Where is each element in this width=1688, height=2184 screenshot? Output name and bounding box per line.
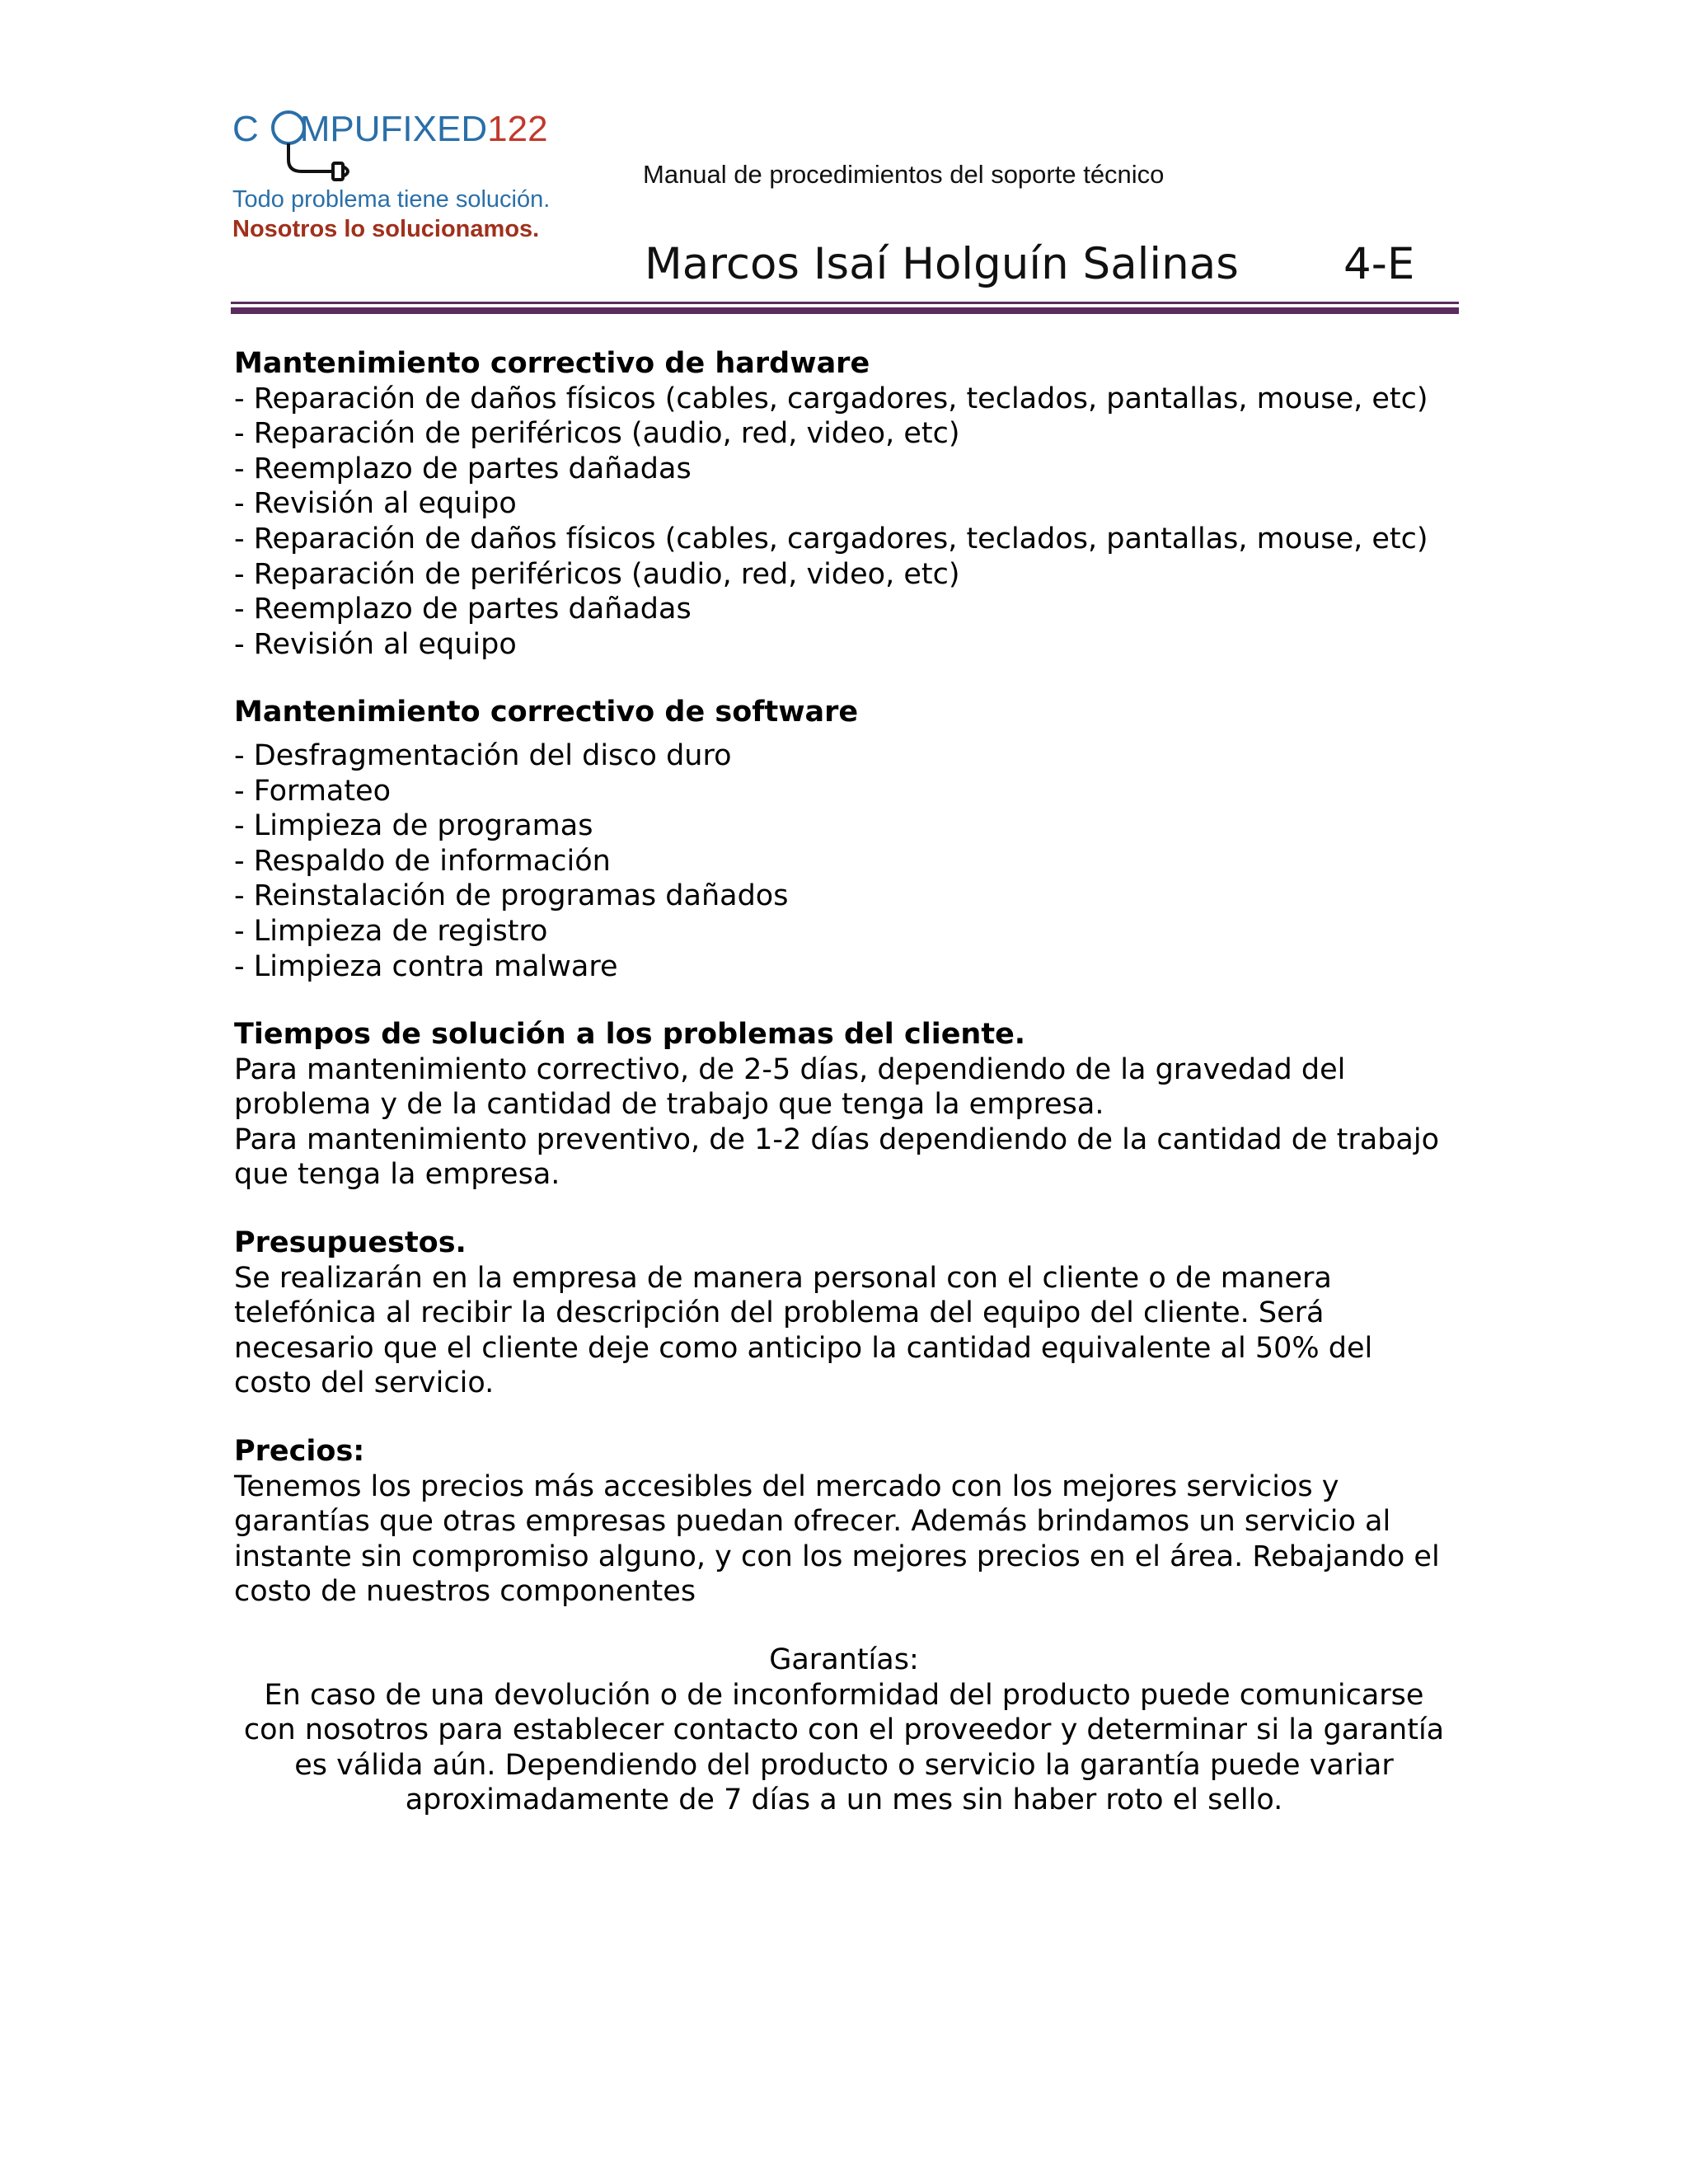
presupuestos-section xyxy=(234,1226,1454,1401)
list-item: - Reemplazo de partes dañadas xyxy=(234,452,692,485)
list-item: - Respaldo de información xyxy=(234,844,611,878)
list-item: - Reparación de periféricos (audio, red, video, etc) xyxy=(234,417,960,451)
list-item: - Reparación de periféricos (audio, red, video, etc) xyxy=(234,557,960,591)
slogan-line-2: Nosotros lo solucionamos. xyxy=(232,216,540,242)
list-item: - Formateo xyxy=(234,774,392,808)
list-item: - Limpieza de registro xyxy=(234,914,548,948)
hardware-title: Mantenimiento correctivo de hardware xyxy=(234,347,870,380)
software-title: Mantenimiento correctivo de software xyxy=(234,696,859,729)
list-item: - Reemplazo de partes dañadas xyxy=(234,593,692,626)
hardware-section xyxy=(234,346,1454,662)
tiempos-paragraph-1: Para mantenimiento correctivo, de 2-5 días, dependiendo de la gravedad del problema y de la cantidad de trabajo que tenga la empresa. xyxy=(234,1052,1346,1122)
logo-brand-prefix: C xyxy=(232,109,259,149)
header-divider xyxy=(231,302,1459,314)
garantias-title: Garantías: xyxy=(769,1643,919,1676)
slogan-line-1: Todo problema tiene solución. xyxy=(232,186,551,213)
precios-section xyxy=(234,1434,1454,1610)
logo-brand-number: 122 xyxy=(487,109,548,149)
list-item: - Reparación de daños físicos (cables, cargadores, teclados, pantallas, mouse, etc) xyxy=(234,382,1428,415)
group-label: 4-E xyxy=(1343,239,1415,289)
precios-paragraph: Tenemos los precios más accesibles del mercado con los mejores servicios y garantías que otras empresas puedan ofrecer. Además brindamos un servicio al instante sin compromiso alguno, y con los mejores precios en el área. Rebajando el costo de nuestros componentes xyxy=(234,1469,1440,1609)
presupuestos-title: Presupuestos. xyxy=(234,1226,467,1260)
logo-brand-text xyxy=(232,109,548,150)
list-item: - Reparación de daños físicos (cables, cargadores, teclados, pantallas, mouse, etc) xyxy=(234,522,1428,555)
garantias-section xyxy=(234,1643,1454,1818)
garantias-paragraph: En caso de una devolución o de inconformidad del producto puede comunicarse con nosotros para establecer contacto con el proveedor y determinar si la garantía es válida aún. Dependiendo del producto o servicio la garantía puede variar aproximadamente de 7 días a un mes sin haber roto el sello. xyxy=(243,1678,1445,1817)
list-item: - Reinstalación de programas dañados xyxy=(234,879,789,913)
list-item: - Revisión al equipo xyxy=(234,487,517,521)
manual-title: Manual de procedimientos del soporte técnico xyxy=(643,160,1165,189)
list-item: - Revisión al equipo xyxy=(234,627,517,661)
document-body xyxy=(234,346,1454,1818)
tiempos-section xyxy=(234,1017,1454,1193)
list-item: - Limpieza de programas xyxy=(234,809,593,843)
author-name: Marcos Isaí Holguín Salinas xyxy=(645,239,1239,289)
tiempos-paragraph-2: Para mantenimiento preventivo, de 1-2 días dependiendo de la cantidad de trabajo que tenga la empresa. xyxy=(234,1122,1440,1192)
tiempos-title: Tiempos de solución a los problemas del cliente. xyxy=(234,1018,1026,1052)
precios-title: Precios: xyxy=(234,1435,365,1469)
logo-brand-main: MPUFIXED xyxy=(299,109,488,149)
presupuestos-paragraph: Se realizarán en la empresa de manera personal con el cliente o de manera telefónica al recibir la descripción del problema del equipo del cliente. Será necesario que el cliente deje como anticipo la cantidad equivalente al 50% del costo del servicio. xyxy=(234,1261,1373,1400)
list-item: - Limpieza contra malware xyxy=(234,949,618,983)
software-section xyxy=(234,695,1454,984)
list-item: - Desfragmentación del disco duro xyxy=(234,738,732,772)
company-logo xyxy=(232,92,548,191)
